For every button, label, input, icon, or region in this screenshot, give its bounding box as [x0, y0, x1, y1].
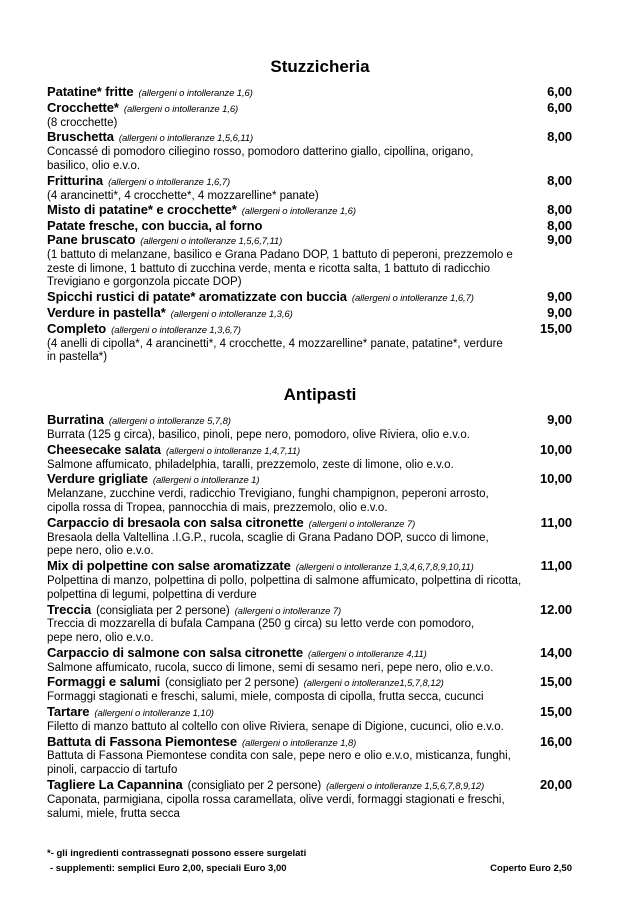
menu-item-description-line: Formaggi stagionati e freschi, salumi, miele, composta di cipolla, frutta secca, cucunci — [47, 691, 484, 704]
menu-item-description-line: Trevigiano e gorgonzola piccate DOP) — [47, 276, 242, 289]
menu-item-description-line: Polpettina di manzo, polpettina di pollo, polpettina di salmone affumicato, polpettina di ricotta, — [47, 574, 522, 587]
menu-item — [47, 603, 572, 646]
footnote-supplementi: - supplementi: semplici Euro 2,00, speciali Euro 3,00 — [50, 863, 287, 874]
menu-item — [47, 675, 572, 705]
menu-item-allergens: (allergeni o intolleranze 7) — [234, 605, 342, 617]
menu-item-allergens: (allergeni o intolleranze 1,5,6,11) — [118, 133, 254, 145]
menu-item-name: Spicchi rustici di patate* aromatizzate con buccia — [47, 289, 347, 305]
menu-item-line — [47, 306, 572, 322]
coperto-label: Coperto Euro 2,50 — [490, 863, 572, 874]
menu-item-allergens: (allergeni o intolleranze 1,10) — [94, 708, 214, 720]
menu-item-line — [47, 219, 572, 233]
menu-item-price: 15,00 — [539, 674, 572, 690]
menu-item-name: Pane bruscato — [47, 231, 136, 247]
menu-item-line — [47, 603, 572, 619]
menu-item-description-line: zeste di limone, 1 battuto di zucchina verde, menta e ricotta salta, 1 battuto di radicchio — [47, 262, 490, 275]
menu-item-description-line: Bresaola della Valtellina .I.G.P., rucola, scaglie di Grana Padano DOP, succo di limone, — [47, 531, 489, 544]
menu-item-allergens: (allergeni o intolleranze 1,5,6,7,8,9,12) — [326, 781, 485, 793]
menu-item-price: 8,00 — [547, 202, 572, 218]
menu-item — [47, 472, 572, 515]
menu-item-description-line: Burrata (125 g circa), basilico, pinoli, pepe nero, pomodoro, olive Riviera, olio e.v.o. — [47, 428, 470, 441]
menu-item-allergens: (allergeni o intolleranze 4,11) — [308, 648, 427, 660]
menu-item-price: 15,00 — [539, 704, 572, 720]
menu-item-line — [47, 413, 572, 429]
menu-item-line — [47, 675, 572, 691]
menu-item-line — [47, 233, 572, 249]
menu-item-allergens: (allergeni o intolleranze1,5,7,8,12) — [303, 678, 444, 690]
menu-item-allergens: (allergeni o intolleranze 1,3,6) — [170, 308, 293, 320]
menu-section-antipasti — [47, 385, 572, 821]
menu-item-allergens: (allergeni o intolleranze 1,6) — [123, 103, 239, 115]
menu-item-description-line: Salmone affumicato, rucola, succo di limone, semi di sesamo neri, pepe nero, olio e.v.o. — [47, 661, 494, 674]
menu-item-allergens: (allergeni o intolleranze 5,7,8) — [108, 416, 231, 428]
menu-item — [47, 101, 572, 131]
footnote-row — [47, 861, 572, 876]
menu-item-description-line: Melanzane, zucchine verdi, radicchio Trevigiano, funghi champignon, peperoni arrosto, — [47, 488, 489, 501]
menu-item-price: 8,00 — [547, 172, 572, 188]
menu-item-allergens: (allergeni o intolleranze 1,6) — [138, 88, 253, 99]
menu-item-line — [47, 705, 572, 721]
menu-item-description-line: pinoli, carpaccio di tartufo — [47, 764, 178, 777]
menu-item — [47, 735, 572, 778]
menu-item-price: 11,00 — [540, 514, 572, 530]
menu-item-price: 8,00 — [547, 218, 572, 234]
menu-item-line — [47, 516, 572, 532]
menu-item — [47, 85, 572, 101]
menu-item-allergens: (allergeni o intolleranze 7) — [308, 518, 416, 530]
menu-item-description-line: pepe nero, olio e.v.o. — [47, 545, 154, 558]
menu-item-price: 8,00 — [547, 129, 572, 145]
menu-item-serving-note: (consigliato per 2 persone) — [165, 677, 299, 690]
menu-item-name: Verdure grigliate — [47, 471, 148, 487]
menu-section-stuzzicheria — [47, 57, 572, 365]
menu-item-description-line: (8 crocchette) — [47, 116, 118, 129]
menu-item-line — [47, 101, 572, 117]
menu-item-description-line: Battuta di Fassona Piemontese condita con sale, pepe nero e olio e.v.o, misticanza, funghi, — [47, 750, 511, 763]
menu-item — [47, 443, 572, 473]
menu-item-name: Treccia — [47, 601, 92, 617]
menu-item-description-line: polpettina di legumi, polpettina di verdure — [47, 588, 257, 601]
section-title: Antipasti — [283, 385, 357, 405]
menu-item-price: 16,00 — [539, 733, 572, 749]
menu-item — [47, 516, 572, 559]
menu-item-name: Patate fresche, con buccia, al forno — [47, 218, 263, 234]
menu-item — [47, 705, 572, 735]
menu-item-price: 20,00 — [539, 777, 572, 793]
menu-item-line — [47, 322, 572, 338]
menu-item-description-line: Filetto di manzo battuto al coltello con olive Riviera, senape di Digione, cucunci, olio e.v.o. — [47, 720, 504, 733]
menu-item-price: 9,00 — [547, 412, 572, 428]
menu-item-price: 6,00 — [547, 99, 572, 115]
page-footer — [47, 846, 572, 876]
menu-item-name: Mix di polpettine con salse aromatizzate — [47, 558, 291, 574]
menu-item-line — [47, 130, 572, 146]
menu-item-description-line: Treccia di mozzarella di bufala Campana (250 g circa) su letto verde con pomodoro, — [47, 618, 475, 631]
menu-item-allergens: (allergeni o intolleranze 1,5,6,7,11) — [140, 235, 283, 247]
menu-item-name: Verdure in pastella* — [47, 304, 166, 320]
menu-item-name: Completo — [47, 320, 107, 336]
menu-item-line — [47, 778, 572, 794]
menu-item — [47, 130, 572, 173]
menu-item-description-line: (4 anelli di cipolla*, 4 arancinetti*, 4 crocchette, 4 mozzarelline* panate, patatine*, verdure — [47, 337, 503, 350]
menu-item-line — [47, 559, 572, 575]
menu-item-allergens: (allergeni o intolleranze 1,3,4,6,7,8,9,10,11) — [295, 562, 474, 574]
menu-item-name: Tagliere La Capannina — [47, 777, 183, 793]
menu-item-allergens: (allergeni o intolleranze 1) — [152, 475, 260, 487]
menu-item-price: 14,00 — [539, 644, 572, 660]
menu-item — [47, 322, 572, 365]
menu-item-name: Battuta di Fassona Piemontese — [47, 733, 237, 749]
menu-item-line — [47, 290, 572, 306]
menu-item-description-line: salumi, miele, frutta secca — [47, 807, 180, 820]
menu-item-allergens: (allergeni o intolleranze 1,6,7) — [351, 293, 474, 305]
menu-item-price: 12.00 — [539, 601, 572, 617]
menu-item-allergens: (allergeni o intolleranze 1,6,7) — [108, 176, 231, 188]
menu-item-line — [47, 174, 572, 190]
menu-item-allergens: (allergeni o intolleranze 1,3,6,7) — [111, 324, 241, 336]
menu-item-price: 10,00 — [539, 441, 572, 457]
menu-item-name: Carpaccio di bresaola con salsa citronette — [47, 514, 304, 530]
menu-item — [47, 306, 572, 322]
menu-item-allergens: (allergeni o intolleranze 1,4,7,11) — [165, 445, 301, 457]
menu-item — [47, 290, 572, 306]
menu-item-line — [47, 203, 572, 219]
menu-item — [47, 413, 572, 443]
menu-item-allergens: (allergeni o intolleranze 1,8) — [241, 737, 357, 749]
menu-item-name: Bruschetta — [47, 129, 114, 145]
menu-item-description-line: cipolla rossa di Tropea, pannocchia di mais, prezzemolo, olio e.v.o. — [47, 501, 388, 514]
menu-item-price: 9,00 — [547, 304, 572, 320]
menu-item-name: Tartare — [47, 704, 90, 720]
footnote-surgelati: *- gli ingredienti contrassegnati possono essere surgelati — [47, 848, 307, 859]
menu-item-allergens: (allergeni o intolleranze 1,6) — [241, 206, 356, 218]
menu-item — [47, 233, 572, 290]
menu-item-line — [47, 443, 572, 459]
menu-item-line — [47, 472, 572, 488]
menu-item-name: Patatine* fritte — [47, 84, 134, 99]
menu-item-description-line: (1 battuto di melanzane, basilico e Grana Padano DOP, 1 battuto di peperoni, prezzemolo e — [47, 248, 513, 261]
menu-item-price: 6,00 — [547, 84, 572, 99]
menu-sections — [47, 57, 572, 821]
menu-item-line — [47, 85, 572, 101]
menu-item-description-line: (4 arancinetti*, 4 crocchette*, 4 mozzarelline* panate) — [47, 189, 319, 202]
menu-item-line — [47, 646, 572, 662]
menu-item-description-line: basilico, olio e.v.o. — [47, 159, 141, 172]
menu-item-serving-note: (consigliato per 2 persone) — [187, 780, 322, 793]
menu-item-price: 9,00 — [547, 231, 572, 247]
menu-item — [47, 203, 572, 219]
menu-item-name: Burratina — [47, 412, 104, 428]
menu-item — [47, 219, 572, 233]
menu-item-description-line: Caponata, parmigiana, cipolla rossa caramellata, olive verdi, formaggi stagionati e freschi, — [47, 793, 505, 806]
menu-item — [47, 646, 572, 676]
menu-item — [47, 559, 572, 602]
menu-item-name: Carpaccio di salmone con salsa citronette — [47, 644, 303, 660]
menu-item-description-line: Concassé di pomodoro ciliegino rosso, pomodoro datterino giallo, cipollina, origano, — [47, 146, 474, 159]
menu-item-price: 11,00 — [540, 558, 572, 574]
menu-item-serving-note: (consigliata per 2 persone) — [96, 604, 230, 617]
section-title: Stuzzicheria — [270, 57, 370, 76]
menu-item-description-line: pepe nero, olio e.v.o. — [47, 632, 154, 645]
menu-item-price: 9,00 — [547, 289, 572, 305]
menu-item-description-line: Salmone affumicato, philadelphia, taralli, prezzemolo, zeste di limone, olio e.v.o. — [47, 458, 454, 471]
menu-item-name: Formaggi e salumi — [47, 674, 161, 690]
menu-item-name: Fritturina — [47, 172, 104, 188]
menu-item-name: Cheesecake salata — [47, 441, 161, 457]
menu-item-line — [47, 735, 572, 751]
menu-item-price: 15,00 — [539, 320, 572, 336]
menu-item — [47, 778, 572, 821]
menu-item-name: Crocchette* — [47, 99, 119, 115]
menu-item — [47, 174, 572, 204]
menu-item-name: Misto di patatine* e crocchette* — [47, 202, 237, 218]
menu-item-description-line: in pastella*) — [47, 351, 108, 364]
menu-item-price: 10,00 — [539, 471, 572, 487]
